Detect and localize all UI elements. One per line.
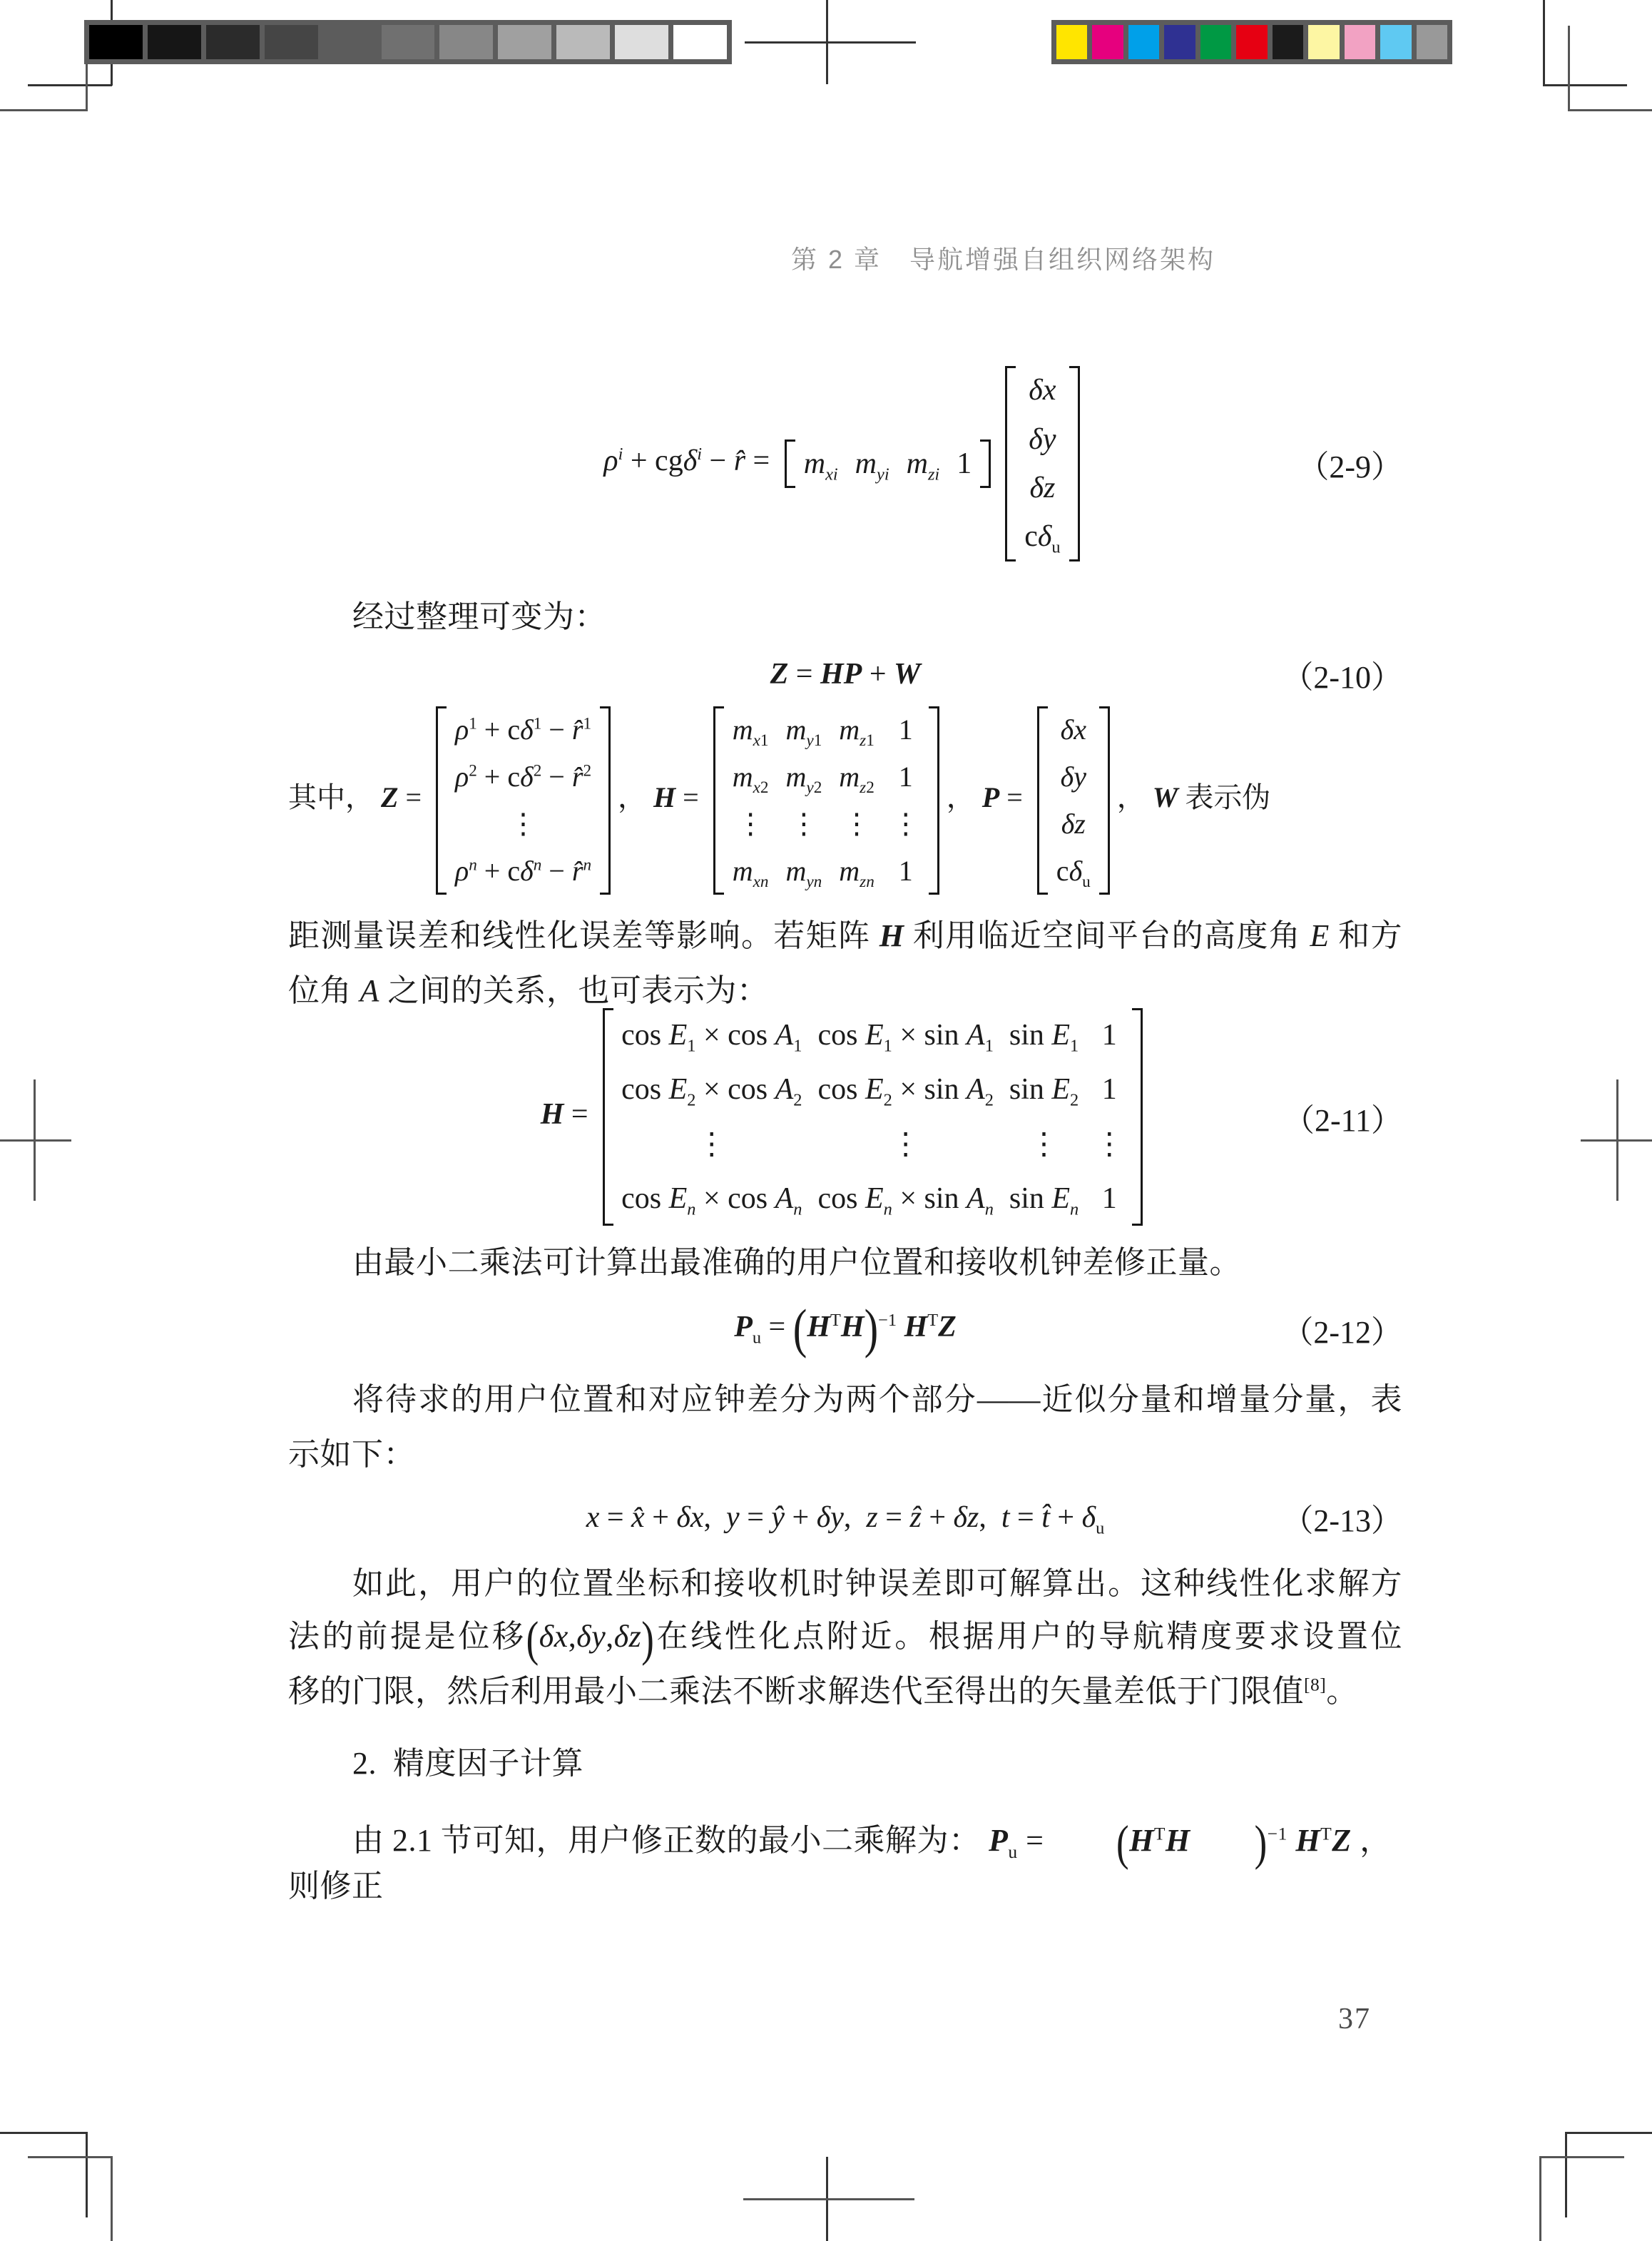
calibration-swatch [1345, 25, 1375, 59]
equation-label-2-12: （2-12） [1282, 1315, 1402, 1350]
calibration-swatch [1092, 25, 1123, 59]
paragraph-g: 由 2.1 节可知，用户修正数的最小二乘解为： $P_u = (H^TH$ )$^{-1}$ $H^TZ$ ，则修正 [288, 1816, 1392, 1904]
chapter-header: 第 2 章 导航增强自组织网络架构 [790, 245, 1215, 274]
crop-mark-top-right [1568, 109, 1652, 111]
matrix: $\cos E_1 \times \cos A_1$ $\cos E_1 \times \sin A_1$ $\sin E_1$ 1 $\cos E_2 \times \cos A_2$ $\cos E_2 \times \sin A_2$ $\sin E_2$ 1 ⋮ ⋮ ⋮ ⋮ $\cos E_n \times \cos A_n$ $\cos E_n \times \sin A_n$ $\sin E_n$ 1 [603, 1008, 1143, 1226]
crop-mark-top-right [1568, 26, 1570, 111]
calibration-swatch [498, 25, 551, 59]
equation-2-12-math: $P_u = (H^TH)^{-1}$ $H^TZ$ [734, 1298, 957, 1359]
calibration-swatch [1380, 25, 1411, 59]
crop-mark-bottom-left [28, 2156, 112, 2158]
color-calibration-bar [1051, 20, 1452, 64]
calibration-swatch [1128, 25, 1159, 59]
equation-label-2-9: （2-9） [1297, 449, 1402, 484]
calibration-swatch [1164, 25, 1195, 59]
equation-where-clause [288, 693, 1402, 908]
crop-mark-top-left [28, 84, 112, 86]
paragraph-e-line2: 法的前提是位移(δx,δy,δz)在线性化点附近。根据用户的导航精度要求设置位 [288, 1612, 1403, 1667]
calibration-swatch [1308, 25, 1339, 59]
calibration-swatch [206, 25, 260, 59]
paragraph-least-squares: 由最小二乘法可计算出最准确的用户位置和接收机钟差修正量。 [352, 1245, 1241, 1280]
equation-2-11 [288, 1015, 1402, 1219]
matrix: δx δy δz $c\delta_u$ [1037, 706, 1110, 895]
calibration-swatch [148, 25, 201, 59]
equation-2-10 [288, 649, 1402, 699]
crop-mark-middle-right [1581, 1139, 1652, 1142]
crop-mark-bottom-right [1540, 2156, 1624, 2158]
equation-label-2-13: （2-13） [1282, 1503, 1402, 1538]
paragraph-e-line3: 移的门限，然后利用最小二乘法不断求解迭代至得出的矢量差低于门限值[8]。 [288, 1674, 1358, 1709]
paragraph-d-line2: 示如下： [288, 1437, 415, 1472]
calibration-swatch [1200, 25, 1231, 59]
calibration-swatch [1236, 25, 1267, 59]
grayscale-calibration-bar [84, 20, 732, 64]
equation-2-10-math: Z = HP + W [770, 658, 921, 691]
section-heading: 2. 精度因子计算 [352, 1746, 583, 1781]
crop-mark-top-center [745, 41, 916, 44]
equation-2-11-math: H = $\cos E_1 \times \cos A_1$ $\cos E_1 \times \sin A_1$ $\sin E_1$ 1 $\cos E_2 \times \cos A_2$ $\cos E_2 \times \sin A_2$ $\sin E_2$ 1 ⋮ ⋮ ⋮ ⋮ $\cos E_n \times \cos A_n$ $\cos E_n \times \sin A_n$ $\sin E_n$ 1 [541, 1008, 1150, 1226]
page-number: 37 [1338, 2003, 1371, 2036]
paragraph-e-line1: 如此，用户的位置坐标和接收机时钟误差即可解算出。这种线性化求解方 [352, 1566, 1402, 1601]
matrix: $m_{xi}$ $m_{yi}$ $m_{zi}$ 1 [785, 439, 991, 488]
calibration-swatch [89, 25, 143, 59]
paragraph-b-line2: 位角 A 之间的关系，也可表示为： [288, 973, 769, 1008]
crop-mark-top-right [1543, 84, 1627, 86]
paragraph-b-line1: 距测量误差和线性化误差等影响。若矩阵 H 利用临近空间平台的高度角 E 和方 [288, 918, 1403, 953]
matrix: $\rho^1 + c\delta^1$ − r̂$^1$ $\rho^2 + c\delta^2$ − r̂$^2$ ⋮ $\rho^n + c\delta^n$ − r̂$^n$ [436, 706, 611, 895]
crop-mark-top-left [0, 109, 87, 111]
paragraph-intro: 经过整理可变为： [352, 599, 606, 634]
crop-mark-bottom-center [743, 2198, 914, 2200]
crop-mark-bottom-right [1539, 2156, 1541, 2241]
calibration-swatch [673, 25, 727, 59]
calibration-swatch [556, 25, 610, 59]
calibration-swatch [1056, 25, 1087, 59]
equation-2-13 [288, 1485, 1402, 1550]
where-clause-math: 其中， Z = $\rho^1 + c\delta^1$ − r̂$^1$ $\rho^2 + c\delta^2$ − r̂$^2$ ⋮ $\rho^n + c\delta^n$ − r̂$^n$ ， H = $m_{x1}$ $m_{y1}$ $m_{z1}$ 1 $m_{x2}$ $m_{y2}$ $m_{z2}$ 1 ⋮ ⋮ ⋮ ⋮ $m_{xn}$ $m_{yn}$ $m_{zn}$ 1 ， P = δx δy δz $c\delta_u$ ， W 表示伪 [288, 706, 1270, 895]
crop-mark-bottom-right [1565, 2132, 1567, 2217]
calibration-swatch [615, 25, 668, 59]
equation-label-2-11: （2-11） [1283, 1102, 1402, 1138]
matrix: $m_{x1}$ $m_{y1}$ $m_{z1}$ 1 $m_{x2}$ $m_{y2}$ $m_{z2}$ 1 ⋮ ⋮ ⋮ ⋮ $m_{xn}$ $m_{yn}$ $m_{zn}$ 1 [713, 706, 939, 895]
paragraph-d-line1: 将待求的用户位置和对应钟差分为两个部分——近似分量和增量分量，表 [352, 1382, 1402, 1417]
equation-2-9 [288, 360, 1402, 567]
calibration-swatch [323, 25, 377, 59]
calibration-swatch [265, 25, 318, 59]
crop-mark-top-right [1543, 0, 1545, 86]
equation-2-12 [288, 1290, 1402, 1368]
equation-label-2-10: （2-10） [1282, 660, 1402, 695]
calibration-swatch [439, 25, 493, 59]
calibration-swatch [1273, 25, 1303, 59]
crop-mark-bottom-left [111, 2156, 113, 2241]
equation-2-13-math: x = x̂ + δx, y = ŷ + δy, z = ẑ + δz, t = t̂ + $\delta_u$ [586, 1501, 1105, 1538]
crop-mark-bottom-right [1565, 2132, 1652, 2134]
crop-mark-bottom-left [86, 2132, 88, 2217]
calibration-swatch [1417, 25, 1447, 59]
equation-2-9-math: $\rho^i + cg\delta^i$ − r̂ = $m_{xi}$ $m_{yi}$ $m_{zi}$ 1 δx δy δz $c\delta_u$ [603, 366, 1086, 561]
matrix: δx δy δz $c\delta_u$ [1005, 366, 1079, 561]
crop-mark-bottom-left [0, 2132, 87, 2134]
crop-mark-middle-left [0, 1139, 71, 1142]
calibration-swatch [382, 25, 435, 59]
